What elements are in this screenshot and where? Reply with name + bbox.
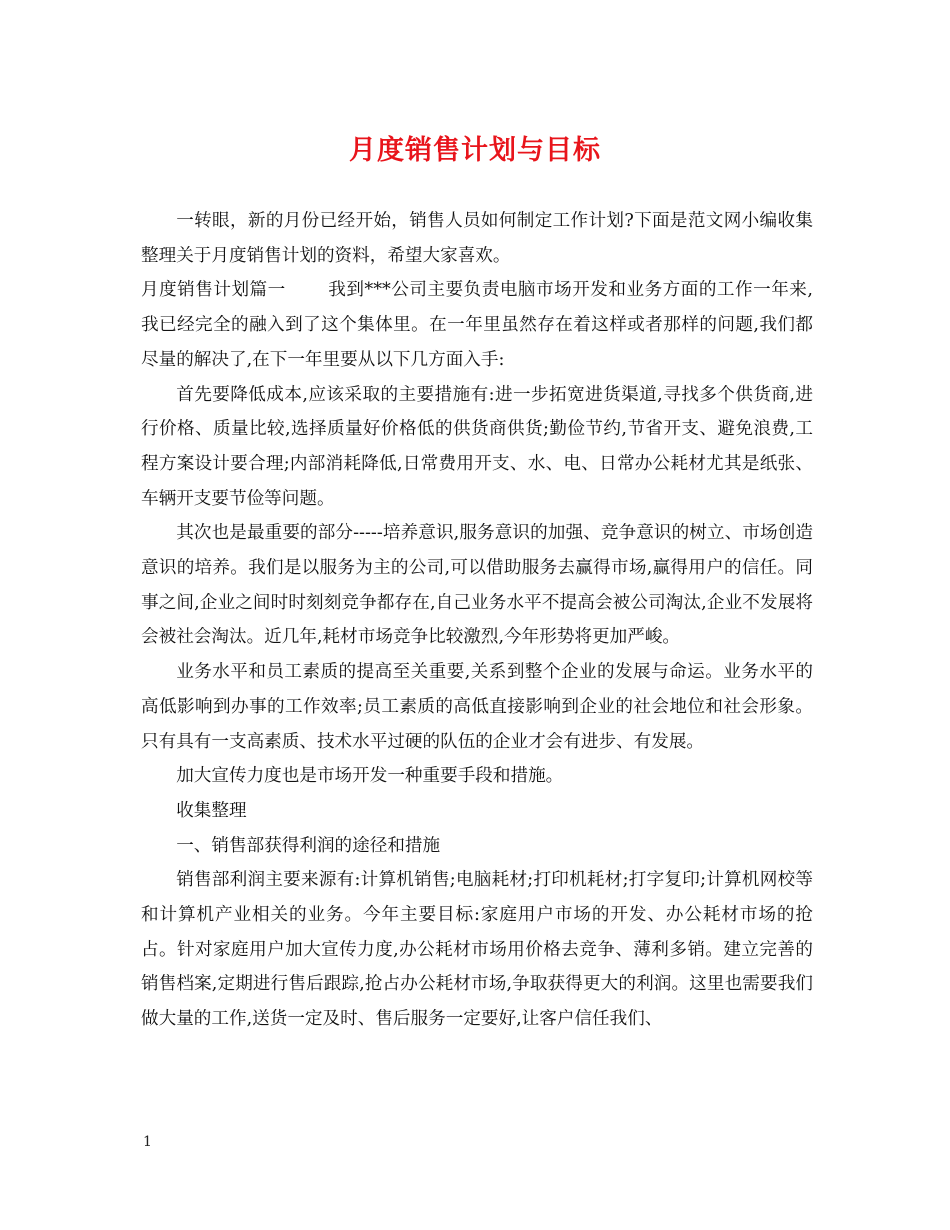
page-number: 1 bbox=[143, 1134, 152, 1150]
promotion-paragraph: 加大宣传力度也是市场开发一种重要手段和措施。 bbox=[176, 766, 564, 787]
section-paragraph bbox=[141, 273, 813, 377]
cost-paragraph: 首先要降低成本,应该采取的主要措施有:进一步拓宽进货渠道,寻找多个供货商,进行价格、质量比较,选择质量好价格低的供货商供货;勤俭节约,节省开支、避免浪费,工程方案设计要合理;内部消耗降低,日常费用开支、水、电、日常办公耗材尤其是纸张、车辆开支要节俭等问题。 bbox=[141, 384, 813, 509]
profit-paragraph: 销售部利润主要来源有:计算机销售;电脑耗材;打印机耗材;打字复印;计算机网校等和计算机产业相关的业务。今年主要目标:家庭用户市场的开发、办公耗材市场的抢占。针对家庭用户加大宣传力度,办公耗材市场用价格去竞争、薄利多销。建立完善的销售档案,定期进行售后跟踪,抢占办公耗材市场,争取获得更大的利润。这里也需要我们做大量的工作,送货一定及时、售后服务一定要好,让客户信任我们、 bbox=[141, 870, 813, 1030]
collected-label: 收集整理 bbox=[176, 800, 247, 821]
awareness-paragraph: 其次也是最重要的部分-----培养意识,服务意识的加强、竞争意识的树立、市场创造意识的培养。我们是以服务为主的公司,可以借助服务去赢得市场,赢得用户的信任。同事之间,企业之间时时刻刻竞争都存在,自己业务水平不提高会被公司淘汰,企业不发展将会被社会淘汰。近几年,耗材市场竞争比较激烈,今年形势将更加严峻。 bbox=[141, 523, 813, 648]
section-label: 月度销售计划篇一 bbox=[141, 280, 286, 301]
section-heading-profit: 一、销售部获得利润的途径和措施 bbox=[176, 835, 441, 856]
document-body bbox=[141, 204, 813, 1037]
quality-paragraph: 业务水平和员工素质的提高至关重要,关系到整个企业的发展与命运。业务水平的高低影响到办事的工作效率;员工素质的高低直接影响到企业的社会地位和社会形象。只有具有一支高素质、技术水平过硬的队伍的企业才会有进步、有发展。 bbox=[141, 662, 813, 752]
document-title: 月度销售计划与目标 bbox=[349, 135, 601, 166]
intro-paragraph: 一转眼，新的月份已经开始，销售人员如何制定工作计划?下面是范文网小编收集整理关于月度销售计划的资料，希望大家喜欢。 bbox=[141, 211, 813, 266]
section-text: 我到***公司主要负责电脑市场开发和业务方面的工作一年来,我已经完全的融入到了这个集体里。在一年里虽然存在着这样或者那样的问题,我们都尽量的解决了,在下一年里要从以下几方面入手: bbox=[141, 280, 813, 370]
